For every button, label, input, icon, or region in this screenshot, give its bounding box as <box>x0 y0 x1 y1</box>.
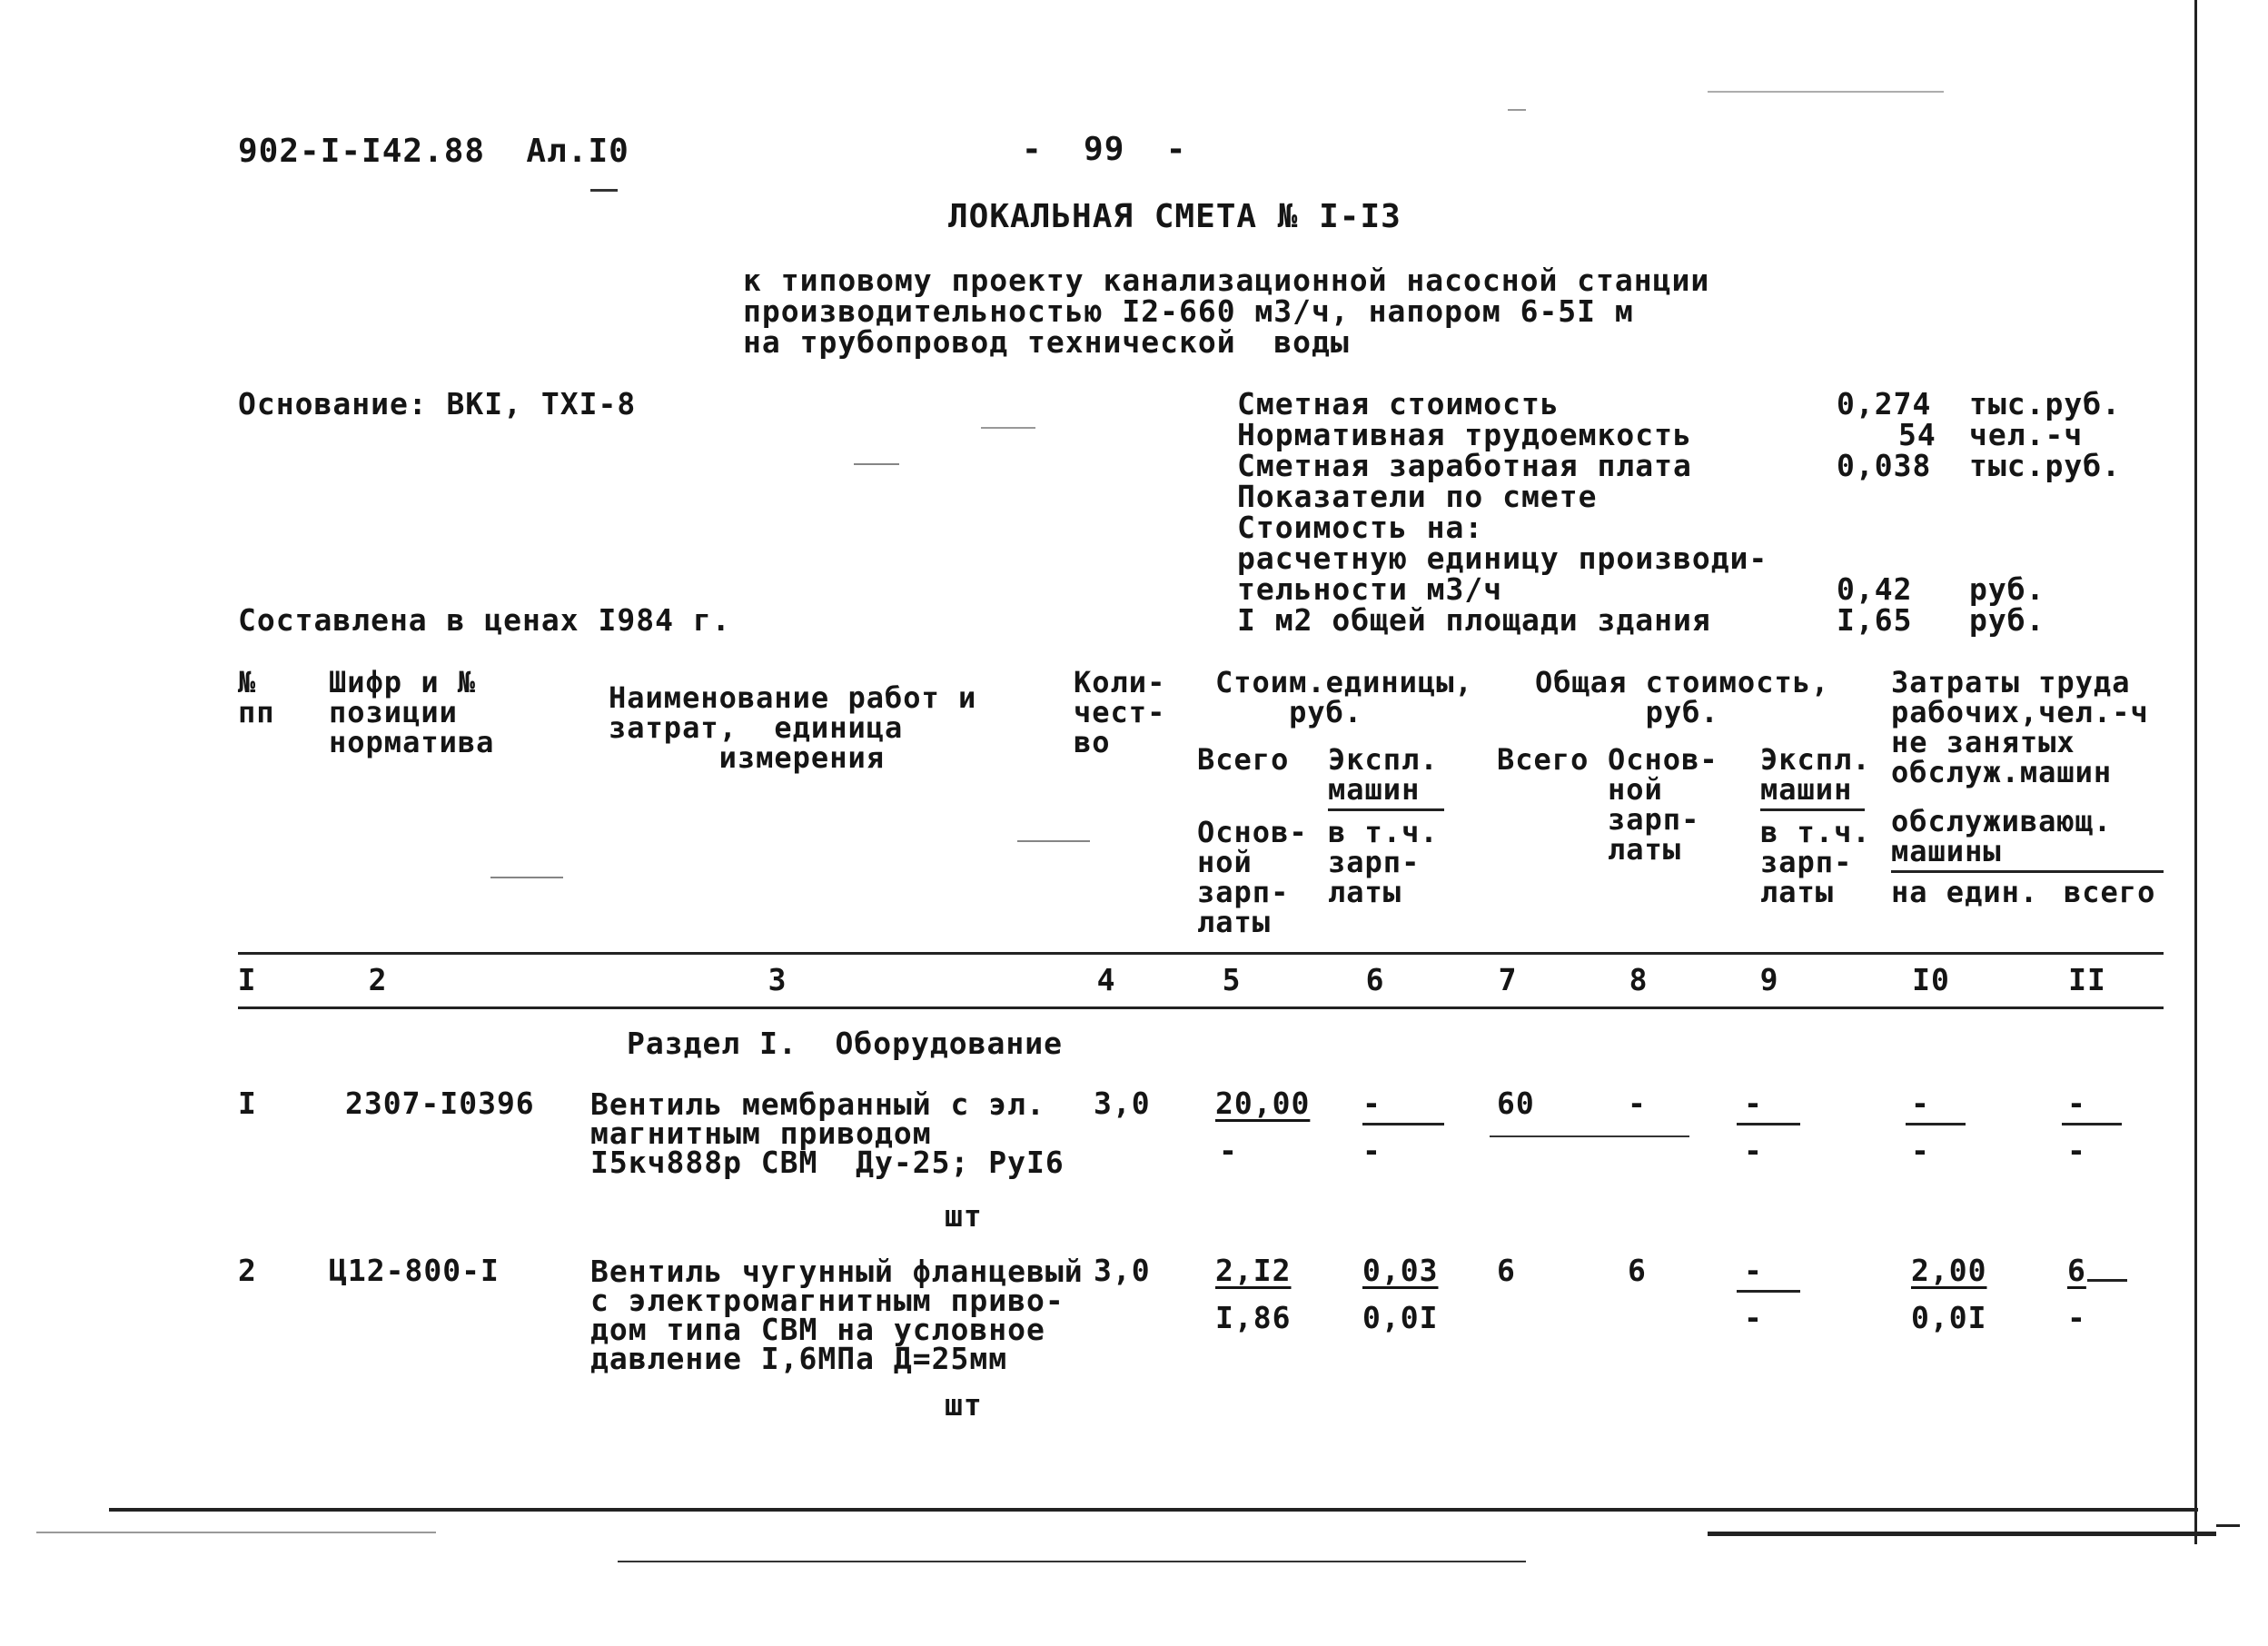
row-1-c5-bot: - <box>1219 1133 1238 1168</box>
header-rule <box>1891 870 2164 873</box>
header-labor: Затраты труда рабочих,чел.-ч не занятых обслуж.машин <box>1891 665 2149 789</box>
row-1-c7: 60 <box>1497 1086 1535 1121</box>
row-2-c5-top: 2,I2 <box>1215 1253 1292 1288</box>
per-area-unit: руб. <box>1969 602 2045 638</box>
header-total-cost: Общая стоимость, руб. <box>1535 665 1830 729</box>
compiled-prices: Составлена в ценах I984 г. <box>238 602 731 638</box>
indicators-line-3: расчетную единицу производи- <box>1237 540 1768 576</box>
row-2-c7: 6 <box>1497 1253 1516 1288</box>
header-uc-total: Всего <box>1197 742 1290 777</box>
indicators-line-2: Стоимость на: <box>1237 510 1484 545</box>
row-1-qty: 3,0 <box>1094 1086 1151 1121</box>
row-2-c10-bot: 0,0I <box>1911 1300 1987 1335</box>
scan-artifact <box>981 427 1035 429</box>
row-1-c11-bot: - <box>2067 1133 2086 1168</box>
colnum-3: 3 <box>768 962 787 997</box>
row-1-c9-rule <box>1737 1123 1800 1125</box>
row-2-c9-bot: - <box>1744 1300 1763 1335</box>
row-1-name: Вентиль мембранный с эл. магнитным приводом I5кч888р СВМ Ду-25; РуI6 <box>590 1086 1065 1180</box>
header-rule <box>1328 808 1444 811</box>
row-1-c6-rule <box>1362 1123 1444 1125</box>
row-2-c6-top: 0,03 <box>1362 1253 1439 1288</box>
scan-artifact <box>36 1532 436 1533</box>
colnum-11: II <box>2068 962 2106 997</box>
header-labor-per-unit: на един. <box>1891 875 2039 909</box>
row-1-c6-top: - <box>1362 1086 1382 1121</box>
header-tc-base-wage: Основ- ной зарп- латы <box>1608 742 1718 867</box>
bottom-rule <box>109 1508 2198 1512</box>
estimate-title: ЛОКАЛЬНАЯ СМЕТА № I-I3 <box>948 198 1401 235</box>
per-area-value: I,65 <box>1837 602 1913 638</box>
scan-artifact <box>590 189 618 192</box>
row-1-unit: шт <box>945 1198 983 1234</box>
row-2-c11-top: 6 <box>2067 1253 2086 1288</box>
colnum-5: 5 <box>1222 962 1242 997</box>
row-2-c5-bot: I,86 <box>1215 1300 1292 1335</box>
indicators-line-4: тельности м3/ч <box>1237 571 1503 607</box>
colnum-7: 7 <box>1498 962 1518 997</box>
colnum-bottom-rule <box>238 1006 2164 1009</box>
row-2-num: 2 <box>238 1253 257 1288</box>
scan-artifact <box>490 877 563 878</box>
colnum-8: 8 <box>1629 962 1649 997</box>
row-2-c11-rule <box>2087 1279 2127 1282</box>
subtitle-line-2: производительностью I2-660 м3/ч, напором 6-5I м <box>743 293 1634 329</box>
bottom-rule <box>1708 1532 2216 1536</box>
summary-unit-cost: тыс.руб. <box>1969 386 2121 421</box>
row-1-c11-rule <box>2062 1123 2122 1125</box>
subtitle-line-3: на трубопровод технической воды <box>743 324 1350 360</box>
scan-artifact <box>1708 91 1944 93</box>
row-1-c8: - <box>1628 1086 1647 1121</box>
header-rule <box>1760 808 1865 811</box>
header-tc-incl-wage: в т.ч. зарп- латы <box>1760 815 1871 909</box>
header-code: Шифр и № позиции норматива <box>329 665 495 759</box>
row-1-c9-bot: - <box>1744 1133 1763 1168</box>
row-1-c10-bot: - <box>1911 1133 1930 1168</box>
per-capacity-value: 0,42 <box>1837 571 1913 607</box>
colnum-9: 9 <box>1759 962 1779 997</box>
summary-label-cost: Сметная стоимость <box>1237 386 1560 421</box>
header-tc-exp: Экспл. машин <box>1760 742 1871 807</box>
colnum-2: 2 <box>368 962 388 997</box>
bottom-rule <box>618 1561 1526 1562</box>
header-bottom-rule <box>238 952 2164 955</box>
header-uc-exp: Экспл. машин <box>1328 742 1439 807</box>
scan-artifact <box>854 463 899 465</box>
summary-value-labor: 54 <box>1898 417 1936 452</box>
row-2-c8: 6 <box>1628 1253 1647 1288</box>
page-number: - 99 - <box>1022 131 1187 168</box>
row-1-c10-rule <box>1906 1123 1966 1125</box>
header-labor-service: обслуживающ. машины <box>1891 804 2113 868</box>
scan-artifact <box>1017 840 1090 842</box>
row-2-code: Ц12-800-I <box>329 1253 500 1288</box>
row-1-c10-top: - <box>1911 1086 1930 1121</box>
basis-text: Основание: ВКI, ТХI-8 <box>238 386 637 421</box>
row-2-qty: 3,0 <box>1094 1253 1151 1288</box>
scan-artifact <box>1508 109 1526 111</box>
indicators-line-1: Показатели по смете <box>1237 479 1598 514</box>
row-2-unit: шт <box>945 1387 983 1423</box>
summary-value-cost: 0,274 <box>1837 386 1932 421</box>
document-code: 902-I-I42.88 Ал.I0 <box>238 133 629 170</box>
row-1-c5-top: 20,00 <box>1215 1086 1311 1121</box>
colnum-6: 6 <box>1365 962 1385 997</box>
header-unit-cost: Стоим.единицы, руб. <box>1215 665 1473 729</box>
header-uc-incl-wage: в т.ч. зарп- латы <box>1328 815 1439 909</box>
summary-unit-labor: чел.-ч <box>1969 417 2084 452</box>
row-2-c6-bot: 0,0I <box>1362 1300 1439 1335</box>
row-1-code: 2307-I0396 <box>345 1086 535 1121</box>
row-1-faint-rule <box>1490 1135 1689 1137</box>
page-edge <box>2194 0 2197 1544</box>
header-name: Наименование работ и затрат, единица измерения <box>609 680 977 775</box>
row-2-c10-top: 2,00 <box>1911 1253 1987 1288</box>
summary-label-labor: Нормативная трудоемкость <box>1237 417 1692 452</box>
section-title: Раздел I. Оборудование <box>627 1026 1063 1061</box>
header-num: № пп <box>238 665 275 729</box>
row-2-name: Вентиль чугунный фланцевый с электромагнитным приво- дом типа СВМ на условное давление I,6МПа Д=25мм <box>590 1254 1084 1376</box>
per-area-label: I м2 общей площади здания <box>1237 602 1711 638</box>
header-uc-base-wage: Основ- ной зарп- латы <box>1197 815 1308 939</box>
row-1-c11-top: - <box>2067 1086 2086 1121</box>
subtitle-line-1: к типовому проекту канализационной насосной станции <box>743 263 1710 298</box>
row-2-c11-bot: - <box>2067 1300 2086 1335</box>
bottom-rule <box>2216 1524 2240 1527</box>
row-1-num: I <box>238 1086 257 1121</box>
colnum-10: I0 <box>1912 962 1950 997</box>
summary-label-wage: Сметная заработная плата <box>1237 448 1692 483</box>
per-capacity-unit: руб. <box>1969 571 2045 607</box>
header-qty: Коли- чест- во <box>1074 665 1166 759</box>
header-labor-all: всего <box>2064 875 2156 909</box>
row-2-c9-top: - <box>1744 1253 1763 1288</box>
header-tc-total: Всего <box>1497 742 1590 777</box>
summary-value-wage: 0,038 <box>1837 448 1932 483</box>
row-1-c9-top: - <box>1744 1086 1763 1121</box>
row-1-c6-bot: - <box>1362 1133 1382 1168</box>
colnum-4: 4 <box>1096 962 1116 997</box>
summary-unit-wage: тыс.руб. <box>1969 448 2121 483</box>
colnum-1: I <box>237 962 257 997</box>
row-2-c9-rule <box>1737 1290 1800 1293</box>
